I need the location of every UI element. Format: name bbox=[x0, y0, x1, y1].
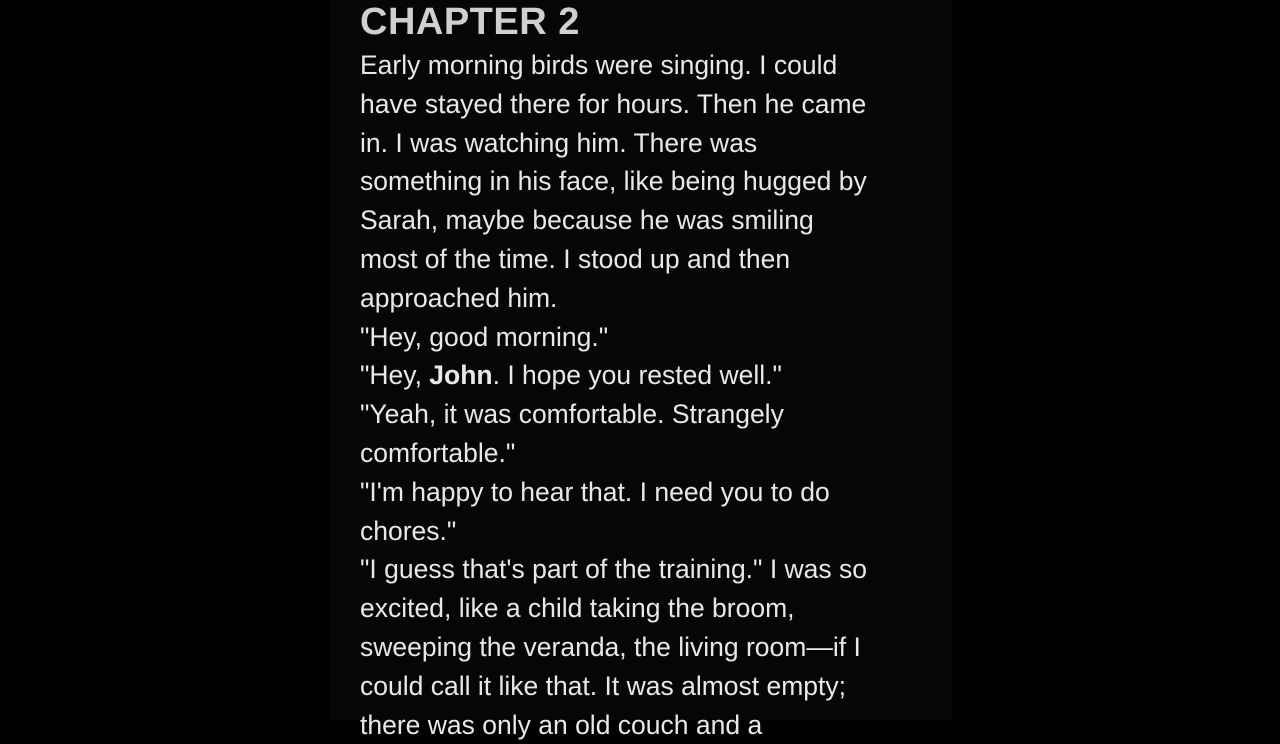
story-text-block bbox=[360, 0, 930, 740]
text-line: most of the time. I stood up and then bbox=[360, 243, 791, 274]
text-line: "Hey, John. I hope you rested well." bbox=[360, 360, 782, 391]
text-line: Early morning birds were singing. I could bbox=[360, 50, 838, 80]
text-line: "I guess that's part of the training." I was so bbox=[360, 554, 868, 585]
text-line: "Hey, good morning." bbox=[360, 321, 609, 352]
text-line: "I'm happy to hear that. I need you to do bbox=[360, 476, 830, 507]
chapter-heading: CHAPTER 2 bbox=[360, 1, 580, 43]
text-line: have stayed there for hours. Then he came bbox=[360, 88, 867, 119]
text-line: there was only an old couch and a bbox=[360, 709, 763, 740]
text-line: comfortable." bbox=[360, 437, 516, 468]
text-line: chores." bbox=[360, 515, 457, 546]
text-line: in. I was watching him. There was bbox=[360, 127, 758, 158]
text-lines bbox=[360, 46, 930, 744]
text-line: "Yeah, it was comfortable. Strangely bbox=[360, 399, 784, 430]
text-line: approached him. bbox=[360, 282, 558, 313]
text-line: excited, like a child taking the broom, bbox=[360, 593, 795, 624]
text-line: Sarah, maybe because he was smiling bbox=[360, 205, 814, 236]
text-line: something in his face, like being hugged by bbox=[360, 166, 867, 197]
text-line: could call it like that. It was almost empty; bbox=[360, 670, 847, 701]
text-line: sweeping the veranda, the living room—if I bbox=[360, 631, 861, 662]
